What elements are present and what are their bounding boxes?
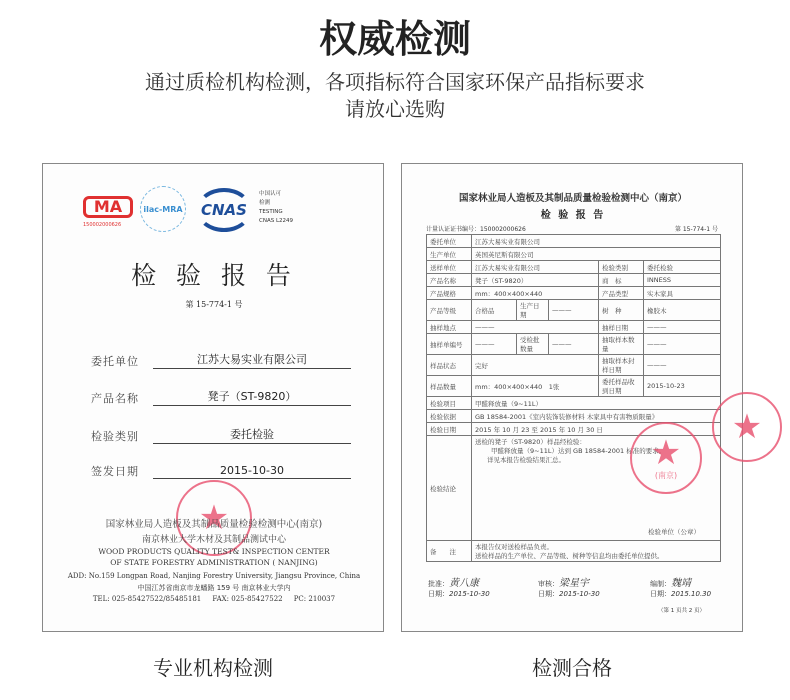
cell: 江苏大易实业有限公司 [472,261,599,274]
org-name-en-2: OF STATE FORESTRY ADMINISTRATION ( NANJING) [110,558,318,567]
sign-role: 批准： [428,580,449,588]
report-number: 第 15-774-1 号 [185,300,243,309]
cnas-text-line: 检测 [259,200,271,206]
cell: ——— [644,321,721,334]
conclusion-line: 甲醛释放量（9~11L）达到 GB 18584-2001 标准的要求。 [491,447,666,455]
stamp-text: (南京) [654,470,678,480]
report-number: 第 15-774-1 号 [674,226,718,233]
page-title: 权威检测 [318,17,471,61]
address-cn: 中国江苏省南京市龙蟠路 159 号 南京林业大学内 [137,584,291,592]
signature: 黄八康 [449,578,479,589]
table-row [427,321,721,334]
cell: 产品规格 [427,287,472,300]
date-label: 日期： [650,590,671,598]
table-row [427,397,721,410]
field-label: 签发日期 [91,465,139,478]
cnas-text-line: TESTING [259,209,283,215]
cell: 委托样品收到日期 [599,376,644,397]
cell: 抽取样本数量 [599,334,644,355]
official-stamp [630,422,702,494]
address-en: ADD: No.159 Longpan Road, Nanjing Forestry University, Jiangsu Province, China [67,572,361,580]
table-row [427,261,721,274]
field-value: 凳子（ST-9820） [153,388,351,406]
caption-left: 专业机构检测 [153,656,273,680]
sign-date: 2015-10-30 [449,590,490,598]
field-date [91,463,351,479]
signature-review [538,574,600,599]
cell: 凳子（ST-9820） [472,274,599,287]
org-name-en-1: WOOD PRODUCTS QUALITY TEST& INSPECTION CENTER [98,547,330,556]
cell: GB 18584-2001《室内装饰装修材料 木家具中有害物质限量》 [472,410,721,423]
cell: 检验结论 [427,436,472,541]
cell: 抽取样本封样日期 [599,355,644,376]
cma-logo: MA [83,196,133,218]
seal-label: 检验单位（公章） [648,528,700,536]
cell: 英国英尼斯有限公司 [472,248,721,261]
table-row [427,248,721,261]
cell: ——— [549,300,599,321]
cell: 抽样日期 [599,321,644,334]
sign-date: 2015-10-30 [559,590,600,598]
cert-number: 计量认证证书编号：150002000626 [426,226,526,233]
cell: 合格品 [472,300,517,321]
cell: 样品状态 [427,355,472,376]
sign-role: 审核： [538,580,559,588]
field-label: 检验类别 [91,430,139,443]
cell: 检验项目 [427,397,472,410]
subtitle-line-1: 通过质检机构检测，各项指标符合国家环保产品指标要求 [145,70,645,94]
cnas-text [259,190,293,226]
report-heading: 检 验 报 告 [131,261,297,290]
cma-number: 150002000626 [83,222,122,228]
cell: ——— [472,334,517,355]
org-name-cn: 国家林业局人造板及其制品质量检验检测中心(南京) [105,519,323,530]
cell: 完好 [472,355,599,376]
signature-approve [428,574,490,599]
subtitle-line-2: 请放心选购 [345,97,445,121]
field-product [91,388,351,406]
cell: 2015 年 10 月 23 至 2015 年 10 月 30 日 [472,423,721,436]
remark-line: 本报告仅对送检样品负责。 [475,543,553,551]
field-label: 委托单位 [91,355,139,368]
date-label: 日期： [428,590,449,598]
official-stamp-edge [712,392,782,462]
cell: 产品类型 [599,287,644,300]
remarks-cell [472,541,721,562]
cell: 送样单位 [427,261,472,274]
cell: 江苏大易实业有限公司 [472,235,721,248]
cell: 实木家具 [644,287,721,300]
cell: 树 种 [599,300,644,321]
field-value: 江苏大易实业有限公司 [153,351,351,369]
table-row [427,541,721,562]
field-client [91,351,351,369]
table-row [427,235,721,248]
table-row [427,355,721,376]
cell: 委托单位 [427,235,472,248]
field-value: 委托检验 [153,426,351,444]
signature: 魏靖 [671,578,691,589]
report-heading: 检 验 报 告 [540,210,606,221]
sign-role: 编制： [650,580,671,588]
cell: 委托检验 [644,261,721,274]
star-icon: ★ [650,432,682,473]
cell: 产品等级 [427,300,472,321]
cell: ——— [644,334,721,355]
cell: 检验依据 [427,410,472,423]
cell: INNESS [644,274,721,287]
cell: 商 标 [599,274,644,287]
signature: 梁星宇 [559,578,589,589]
star-icon: ★ [198,498,230,538]
table-row [427,287,721,300]
signature-prepare [650,574,711,599]
ilac-mra-logo: ilac-MRA [140,186,186,232]
table-row [427,274,721,287]
test-report-certificate [401,163,763,632]
table-row [427,376,721,397]
cell: 抽样单编号 [427,334,472,355]
cell: 受检批数量 [517,334,549,355]
table-row [427,300,721,321]
cell: 甲醛释放量（9~11L） [472,397,721,410]
cell: 检验类别 [599,261,644,274]
report-table [426,234,721,562]
remark-line: 送检样品的生产单位、产品等级、树种等信息均由委托单位提供。 [475,552,664,560]
cell: ——— [549,334,599,355]
conclusion-line: 送检的凳子（ST-9820）样品经检验： [475,438,586,446]
page-number: （第 1 页共 2 页） [658,608,705,614]
field-type [91,426,351,444]
field-label: 产品名称 [91,392,139,405]
cell: ——— [472,321,599,334]
cell: 检验日期 [427,423,472,436]
star-icon: ★ [731,407,763,447]
contact-info: TEL: 025-85427522/85485181 FAX: 025-85427522 PC: 210037 [92,595,336,603]
org-name-cn-2: 南京林业大学木材及其制品测试中心 [141,535,286,545]
sign-date: 2015.10.30 [671,590,712,598]
cell: 橡胶木 [644,300,721,321]
field-value: 2015-10-30 [153,464,351,479]
cell: 产品名称 [427,274,472,287]
caption-right: 检测合格 [532,656,612,680]
cell: 抽样地点 [427,321,472,334]
cell: mm：400×400×440 1张 [472,376,599,397]
cell: 2015-10-23 [644,376,721,397]
table-row [427,334,721,355]
conclusion-line: 详见本报告检验结果汇总。 [487,456,565,464]
table-row [427,410,721,423]
cell: 样品数量 [427,376,472,397]
cell: ——— [644,355,721,376]
cnas-logo: CNAS [196,188,252,232]
cell: 生产日期 [517,300,549,321]
cnas-text-line: CNAS L2249 [259,218,294,224]
cell: mm：400×400×440 [472,287,599,300]
cnas-text-line: 中国认可 [259,191,282,197]
date-label: 日期： [538,590,559,598]
cover-certificate [42,163,384,632]
cell: 备 注 [427,541,472,562]
org-name: 国家林业局人造板及其制品质量检验检测中心（南京） [458,193,687,204]
cell: 生产单位 [427,248,472,261]
